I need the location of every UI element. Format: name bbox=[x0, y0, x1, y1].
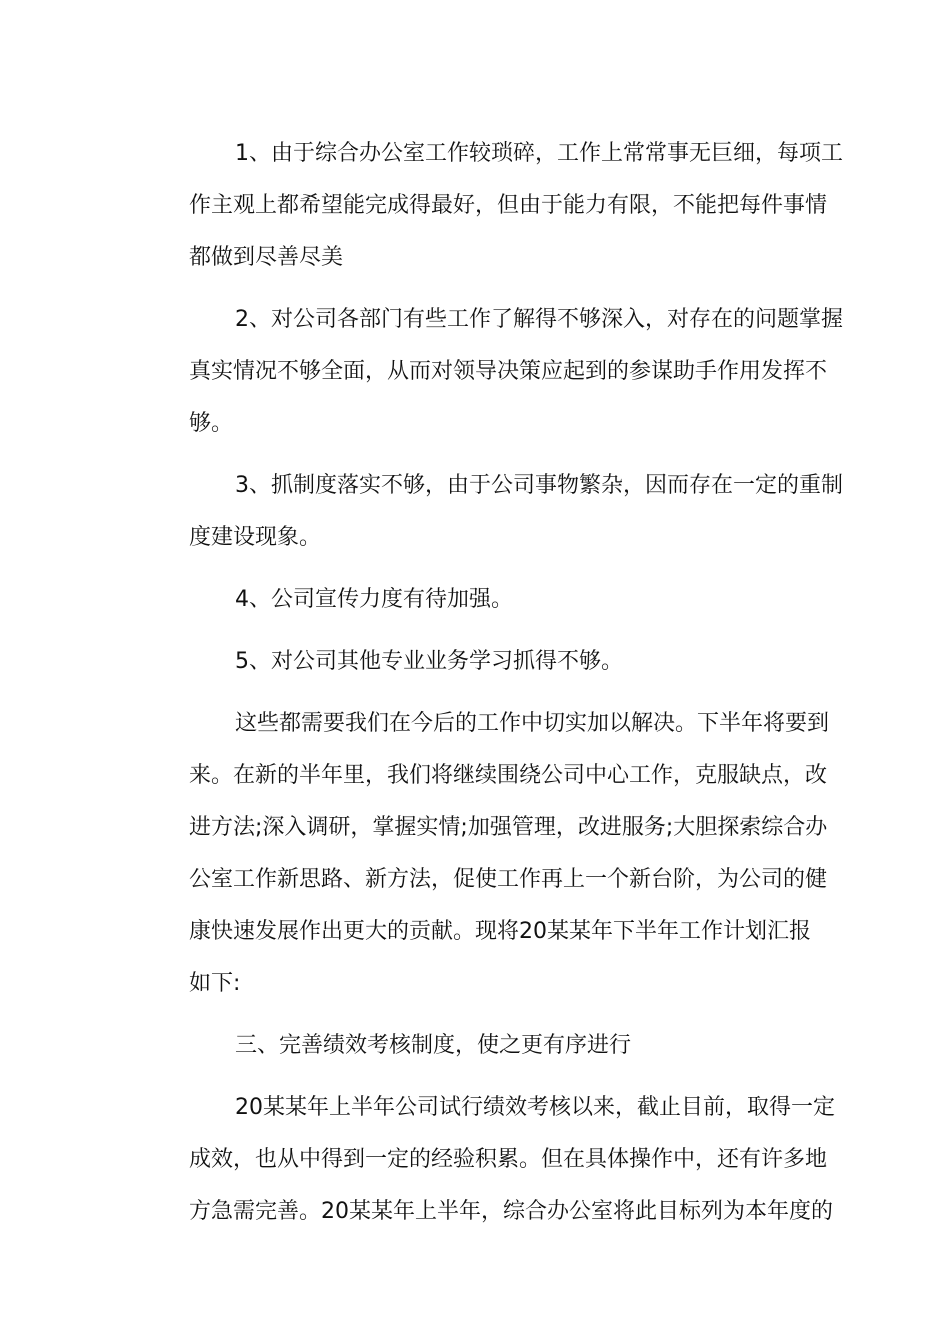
text-line: 够。 bbox=[189, 411, 234, 436]
paragraph-6 bbox=[143, 698, 830, 1010]
section-heading-3 bbox=[143, 1020, 809, 1072]
text-line: 作主观上都希望能完成得最好，但由于能力有限，不能把每件事情 bbox=[189, 193, 828, 218]
paragraph-5 bbox=[143, 636, 809, 688]
text-line: 康快速发展作出更大的贡献。现将20某某年下半年工作计划汇报 bbox=[189, 919, 811, 944]
text-line: 真实情况不够全面，从而对领导决策应起到的参谋助手作用发挥不 bbox=[189, 359, 828, 384]
paragraph-3 bbox=[143, 460, 843, 564]
text-line: 2、对公司各部门有些工作了解得不够深入，对存在的问题掌握 bbox=[235, 307, 843, 332]
text-line: 4、公司宣传力度有待加强。 bbox=[235, 587, 513, 612]
paragraph-2 bbox=[143, 294, 843, 450]
text-line: 度建设现象。 bbox=[189, 525, 322, 550]
text-line: 3、抓制度落实不够，由于公司事物繁杂，因而存在一定的重制 bbox=[235, 473, 843, 498]
paragraph-1 bbox=[143, 128, 843, 284]
text-line: 如下: bbox=[189, 971, 241, 996]
text-line: 都做到尽善尽美 bbox=[189, 245, 344, 270]
text-line: 三、完善绩效考核制度，使之更有序进行 bbox=[235, 1033, 632, 1058]
text-line: 方急需完善。20某某年上半年，综合办公室将此目标列为本年度的 bbox=[189, 1199, 833, 1224]
document-body bbox=[143, 128, 843, 1248]
text-line: 进方法;深入调研，掌握实情;加强管理，改进服务;大胆探索综合办 bbox=[189, 815, 828, 840]
text-line: 这些都需要我们在今后的工作中切实加以解决。下半年将要到 bbox=[235, 711, 830, 736]
text-line: 5、对公司其他专业业务学习抓得不够。 bbox=[235, 649, 623, 674]
text-line: 20某某年上半年公司试行绩效考核以来，截止目前，取得一定 bbox=[235, 1095, 835, 1120]
paragraph-4 bbox=[143, 574, 809, 626]
text-line: 1、由于综合办公室工作较琐碎，工作上常常事无巨细，每项工 bbox=[235, 141, 843, 166]
text-line: 成效，也从中得到一定的经验积累。但在具体操作中，还有许多地 bbox=[189, 1147, 828, 1172]
text-line: 公室工作新思路、新方法，促使工作再上一个新台阶，为公司的健 bbox=[189, 867, 828, 892]
paragraph-8 bbox=[143, 1082, 835, 1238]
text-line: 来。在新的半年里，我们将继续围绕公司中心工作，克服缺点，改 bbox=[189, 763, 828, 788]
